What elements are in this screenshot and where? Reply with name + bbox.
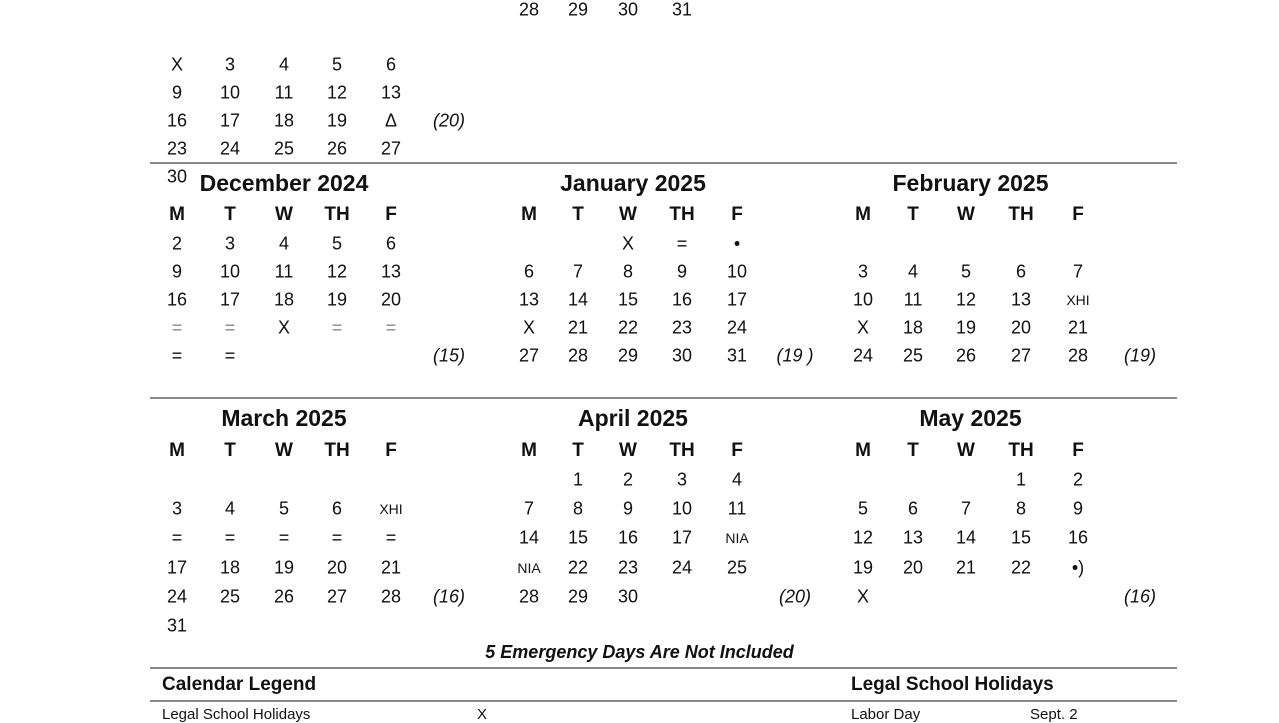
- weekday-header: F: [731, 440, 743, 461]
- day-cell: 17: [671, 527, 693, 548]
- day-cell: 2: [1072, 469, 1084, 490]
- day-cell: 4: [278, 54, 290, 75]
- day-cell: 12: [326, 82, 348, 103]
- weekday-header: F: [385, 204, 397, 225]
- day-cell: 26: [955, 345, 977, 366]
- day-cell: 20: [380, 289, 402, 310]
- day-cell: 6: [523, 261, 535, 282]
- day-cell: 14: [567, 289, 589, 310]
- weekday-header: TH: [324, 204, 350, 225]
- day-cell: 17: [726, 289, 748, 310]
- day-cell: 7: [572, 261, 584, 282]
- day-cell: 24: [726, 317, 748, 338]
- day-cell: 15: [617, 289, 639, 310]
- day-cell: 5: [960, 261, 972, 282]
- day-cell: =: [331, 317, 343, 338]
- day-cell: 19: [326, 110, 348, 131]
- day-cell: 25: [273, 138, 295, 159]
- day-cell: 4: [278, 233, 290, 254]
- day-cell: 15: [1010, 527, 1032, 548]
- emergency-days-note: 5 Emergency Days Are Not Included: [485, 642, 794, 662]
- weekday-header: M: [855, 440, 871, 461]
- weekday-header: T: [224, 204, 236, 225]
- day-cell: 9: [676, 261, 688, 282]
- month-title: May 2025: [919, 405, 1022, 431]
- month-title: February 2025: [892, 170, 1049, 196]
- weekday-header: W: [957, 440, 975, 461]
- holiday-name: Labor Day: [851, 706, 921, 723]
- day-cell: 1: [572, 469, 584, 490]
- day-cell: 10: [726, 261, 748, 282]
- day-cell: =: [385, 527, 397, 548]
- day-cell: 17: [166, 557, 188, 578]
- day-cell: 9: [171, 261, 183, 282]
- school-day-count: (16): [432, 586, 466, 607]
- day-cell: 21: [1067, 317, 1089, 338]
- day-cell: 9: [171, 82, 183, 103]
- day-cell: 28: [1067, 345, 1089, 366]
- weekday-header: M: [169, 440, 185, 461]
- weekday-header: M: [855, 204, 871, 225]
- day-cell: 31: [166, 615, 188, 636]
- day-cell: 28: [380, 586, 402, 607]
- day-cell: 21: [955, 557, 977, 578]
- day-cell: 13: [380, 82, 402, 103]
- day-cell: 10: [671, 498, 693, 519]
- day-cell: 18: [273, 110, 295, 131]
- day-cell: X: [856, 586, 870, 607]
- day-cell: 4: [907, 261, 919, 282]
- day-cell: 10: [852, 289, 874, 310]
- day-cell: 5: [278, 498, 290, 519]
- weekday-header: TH: [669, 440, 695, 461]
- day-cell: 24: [852, 345, 874, 366]
- calendar-legend-heading: Calendar Legend: [162, 674, 317, 695]
- day-cell: 20: [326, 557, 348, 578]
- weekday-header: W: [275, 204, 293, 225]
- day-cell: 6: [907, 498, 919, 519]
- divider: [150, 700, 1177, 702]
- day-cell: 6: [385, 233, 397, 254]
- day-cell: 25: [902, 345, 924, 366]
- school-day-count: (15): [432, 345, 466, 366]
- day-cell: 2: [171, 233, 183, 254]
- day-cell: 27: [518, 345, 540, 366]
- day-cell: X: [621, 233, 635, 254]
- month-title: January 2025: [560, 170, 706, 196]
- day-cell: =: [224, 527, 236, 548]
- month-title: March 2025: [221, 405, 347, 431]
- weekday-header: F: [731, 204, 743, 225]
- weekday-header: T: [572, 440, 584, 461]
- month-title: April 2025: [578, 405, 688, 431]
- day-cell: 28: [567, 345, 589, 366]
- day-cell: X: [856, 317, 870, 338]
- day-cell: 11: [274, 261, 294, 282]
- day-cell: 13: [1010, 289, 1032, 310]
- day-cell: 5: [331, 54, 343, 75]
- day-cell: 16: [617, 527, 639, 548]
- holiday-date: Sept. 2: [1030, 706, 1078, 723]
- day-cell: 4: [731, 469, 743, 490]
- day-cell: =: [171, 345, 183, 366]
- day-cell: 22: [1010, 557, 1032, 578]
- day-cell: 7: [960, 498, 972, 519]
- day-cell: 28: [518, 586, 540, 607]
- day-cell: NIA: [517, 559, 541, 576]
- day-cell: 24: [219, 138, 241, 159]
- day-cell: •): [1071, 557, 1085, 578]
- day-cell: 30: [166, 166, 188, 187]
- day-cell: =: [331, 527, 343, 548]
- day-cell: 18: [273, 289, 295, 310]
- day-cell: 13: [902, 527, 924, 548]
- day-cell: 19: [852, 557, 874, 578]
- day-cell: 14: [518, 527, 540, 548]
- day-cell: 8: [622, 261, 634, 282]
- weekday-header: T: [907, 204, 919, 225]
- day-cell: 30: [617, 586, 639, 607]
- day-cell: XHI: [379, 501, 403, 518]
- day-cell: 16: [166, 110, 188, 131]
- day-cell: 3: [224, 54, 236, 75]
- weekday-header: W: [619, 440, 637, 461]
- day-cell: 22: [617, 317, 639, 338]
- school-day-count: (16): [1123, 586, 1157, 607]
- legal-holidays-heading: Legal School Holidays: [851, 674, 1054, 695]
- day-cell: X: [170, 54, 184, 75]
- day-cell: 7: [523, 498, 535, 519]
- day-cell: 31: [726, 345, 748, 366]
- day-cell: 6: [331, 498, 343, 519]
- school-day-count: (19 ): [776, 345, 814, 366]
- day-cell: 6: [1015, 261, 1027, 282]
- weekday-header: M: [521, 440, 537, 461]
- day-cell: 29: [567, 0, 589, 20]
- day-cell: 3: [171, 498, 183, 519]
- day-cell: 15: [567, 527, 589, 548]
- day-cell: 28: [518, 0, 540, 20]
- day-cell: 21: [380, 557, 402, 578]
- day-cell: 9: [622, 498, 634, 519]
- divider: [150, 162, 1177, 164]
- day-cell: 23: [166, 138, 188, 159]
- day-cell: 25: [726, 557, 748, 578]
- weekday-header: F: [1072, 204, 1084, 225]
- day-cell: 25: [219, 586, 241, 607]
- weekday-header: F: [385, 440, 397, 461]
- weekday-header: W: [275, 440, 293, 461]
- day-cell: 27: [326, 586, 348, 607]
- weekday-header: W: [619, 204, 637, 225]
- day-cell: 3: [676, 469, 688, 490]
- weekday-header: F: [1072, 440, 1084, 461]
- day-cell: Δ: [384, 110, 398, 131]
- day-cell: 5: [857, 498, 869, 519]
- day-cell: 8: [572, 498, 584, 519]
- weekday-header: M: [521, 204, 537, 225]
- weekday-header: TH: [1008, 440, 1034, 461]
- legend-symbol: X: [477, 706, 488, 723]
- day-cell: 30: [617, 0, 639, 20]
- divider: [150, 397, 1177, 399]
- day-cell: 29: [567, 586, 589, 607]
- day-cell: 20: [1010, 317, 1032, 338]
- day-cell: X: [522, 317, 536, 338]
- month-title: December 2024: [199, 170, 369, 196]
- day-cell: 3: [224, 233, 236, 254]
- day-cell: 11: [727, 498, 747, 519]
- day-cell: =: [278, 527, 290, 548]
- day-cell: 27: [1010, 345, 1032, 366]
- day-cell: 19: [955, 317, 977, 338]
- day-cell: 16: [166, 289, 188, 310]
- day-cell: 19: [326, 289, 348, 310]
- day-cell: XHI: [1066, 292, 1090, 308]
- day-cell: =: [224, 317, 236, 338]
- day-cell: 4: [224, 498, 236, 519]
- legend-label: Legal School Holidays: [162, 706, 311, 723]
- day-cell: 22: [567, 557, 589, 578]
- school-day-count: (20): [432, 110, 466, 131]
- day-cell: 13: [518, 289, 540, 310]
- day-cell: 24: [166, 586, 188, 607]
- weekday-header: W: [957, 204, 975, 225]
- day-cell: 17: [219, 289, 241, 310]
- day-cell: 24: [671, 557, 693, 578]
- day-cell: 23: [617, 557, 639, 578]
- day-cell: 18: [902, 317, 924, 338]
- day-cell: =: [171, 317, 183, 338]
- day-cell: 6: [385, 54, 397, 75]
- weekday-header: TH: [669, 204, 695, 225]
- day-cell: 17: [219, 110, 241, 131]
- day-cell: 10: [219, 261, 241, 282]
- day-cell: =: [224, 345, 236, 366]
- day-cell: 13: [380, 261, 402, 282]
- day-cell: 27: [380, 138, 402, 159]
- day-cell: 7: [1072, 261, 1084, 282]
- weekday-header: TH: [1008, 204, 1034, 225]
- weekday-header: T: [224, 440, 236, 461]
- school-day-count: (19): [1123, 345, 1157, 366]
- divider: [150, 667, 1177, 669]
- day-cell: =: [676, 233, 688, 254]
- day-cell: 1: [1015, 469, 1027, 490]
- weekday-header: T: [907, 440, 919, 461]
- day-cell: =: [385, 317, 397, 338]
- day-cell: 12: [852, 527, 874, 548]
- day-cell: 16: [671, 289, 693, 310]
- day-cell: 11: [274, 82, 294, 103]
- day-cell: 23: [671, 317, 693, 338]
- day-cell: 12: [326, 261, 348, 282]
- day-cell: 21: [567, 317, 589, 338]
- day-cell: 16: [1067, 527, 1089, 548]
- day-cell: 26: [326, 138, 348, 159]
- day-cell: 29: [617, 345, 639, 366]
- day-cell: 30: [671, 345, 693, 366]
- day-cell: 31: [671, 0, 693, 20]
- day-cell: 3: [857, 261, 869, 282]
- school-day-count: (20): [778, 586, 812, 607]
- day-cell: 5: [331, 233, 343, 254]
- day-cell: X: [277, 317, 291, 338]
- day-cell: 8: [1015, 498, 1027, 519]
- weekday-header: T: [572, 204, 584, 225]
- day-cell: 20: [902, 557, 924, 578]
- day-cell: 11: [903, 289, 923, 310]
- day-cell: 2: [622, 469, 634, 490]
- day-cell: 26: [273, 586, 295, 607]
- weekday-header: TH: [324, 440, 350, 461]
- weekday-header: M: [169, 204, 185, 225]
- day-cell: NIA: [725, 530, 749, 547]
- day-cell: •: [733, 233, 741, 254]
- day-cell: =: [171, 527, 183, 548]
- day-cell: 12: [955, 289, 977, 310]
- day-cell: 10: [219, 82, 241, 103]
- day-cell: 9: [1072, 498, 1084, 519]
- day-cell: 19: [273, 557, 295, 578]
- day-cell: 14: [955, 527, 977, 548]
- day-cell: 18: [219, 557, 241, 578]
